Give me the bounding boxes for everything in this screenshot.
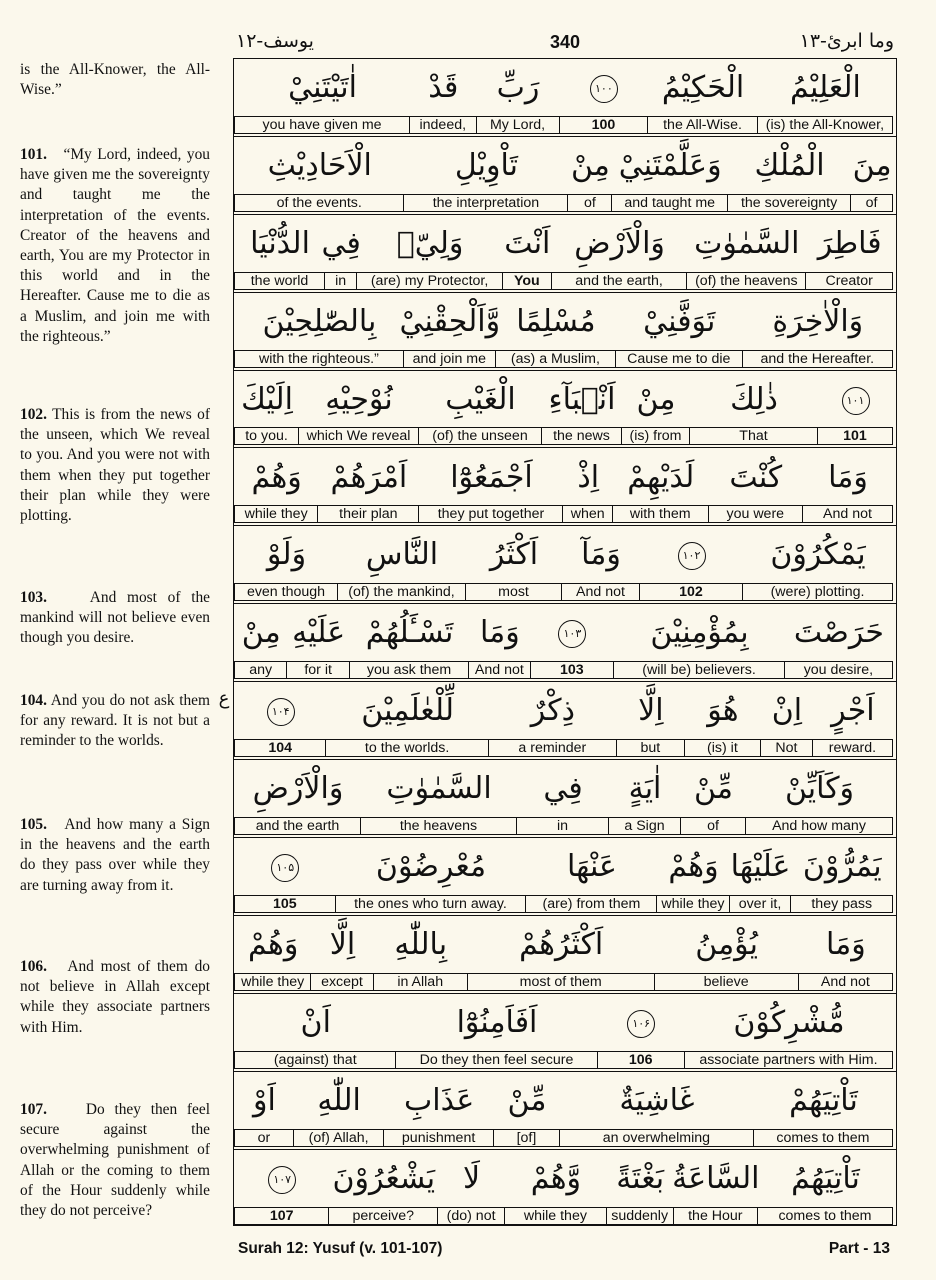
word-translation-cell: most [465,583,562,601]
arabic-line [234,137,896,197]
arabic-word: وَلَوْ [266,537,307,573]
arabic-word: عَلَيْهِ [292,615,346,651]
arabic-word: اَكْثَرُ [489,537,539,573]
arabic-line [234,994,896,1054]
arabic-word: اِذْ [577,459,600,495]
arabic-line [234,1150,896,1210]
verse-end-marker: ۱۰۰ [590,75,618,103]
word-translation-cell: You [502,272,552,290]
arabic-word: وَهُمْ [668,849,719,884]
translation-cells [237,895,893,913]
word-translation-cell: (of) Allah, [293,1129,384,1147]
verse-row [234,682,896,760]
header-juz-name: وما ابرئ-۱۳ [799,30,894,52]
verse-row [234,604,896,682]
word-translation-cell: an overwhelming [559,1129,754,1147]
word-translation-cell: of [680,817,746,835]
arabic-line [234,449,896,509]
arabic-word: وَالْاٰخِرَةِ [772,303,864,339]
arabic-word: الْعَلِيْمُ [789,70,861,105]
arabic-word: بَغْتَةً [616,1160,665,1196]
arabic-line [234,371,896,431]
word-translation-cell: And how many [745,817,893,835]
arabic-line [234,760,896,820]
word-translation-cell: except [310,973,373,991]
arabic-line [234,59,896,119]
arabic-line [234,1072,896,1132]
arabic-word: عَنْهَا [566,849,617,884]
word-translation-cell: the world [234,272,325,290]
word-translation-cell: to you. [234,427,299,445]
arabic-word: وَمَا [828,459,868,495]
arabic-word: السَّمٰوٰتِ [694,225,800,261]
arabic-word: اللّٰهِ [317,1082,361,1118]
word-translation-cell: while they [656,895,729,913]
word-translation-cell: (against) that [234,1051,396,1069]
arabic-word: نُوْحِيْهِ [325,381,393,417]
word-translation-cell: most of them [467,973,655,991]
translation-verse-106: 106. And most of them do not believe in Allah except while they associate partners with Him. [20,958,210,1036]
word-translation-cell: their plan [317,505,419,523]
word-translation-cell: (of) the heavens [686,272,806,290]
translation-cells [237,427,893,445]
word-translation-cell: Do they then feel secure [395,1051,597,1069]
arabic-word: الْمُلْكِ [754,147,825,183]
verse-row [234,838,896,916]
arabic-word: كُنْتَ [729,459,783,495]
verse-end-marker: ۱۰۲ [678,542,706,570]
word-translation-cell: in Allah [373,973,468,991]
verse-end-marker: ۱۰۷ [268,1166,296,1194]
arabic-word: مِّنْ [694,771,733,807]
arabic-word: هُوَ [707,693,739,729]
verse-row [234,526,896,604]
verse-row [234,215,896,293]
verse-row [234,1072,896,1150]
arabic-word: وَكَاَيِّنْ [784,771,855,807]
verse-end-marker: ۱۰۶ [627,1010,655,1038]
arabic-word: اَفَاَمِنُوْٓا [456,1004,538,1040]
verse-number-cell: 106 [597,1051,685,1069]
word-translation-cell: (were) plotting. [742,583,893,601]
arabic-word: السَّاعَةُ [672,1160,760,1196]
arabic-word: يُؤْمِنُ [695,926,759,962]
arabic-word: اَنْ [300,1004,331,1040]
verse-number-cell: 101 [817,427,893,445]
arabic-word: وَالْاَرْضِ [252,771,344,807]
arabic-word: ذٰلِكَ [730,381,778,417]
arabic-word: اِنْ [771,693,803,729]
arabic-line [234,682,896,742]
word-translation-cell: or [234,1129,294,1147]
verse-end-marker: ۱۰۴ [267,698,295,726]
arabic-word: اَجْمَعُوْٓا [450,459,533,495]
word-translation-cell: while they [234,973,311,991]
word-translation-cell: and the earth, [551,272,688,290]
verse-end-marker: ۱۰۵ [271,854,299,882]
translation-cells [237,817,893,835]
word-translation-cell: And not [561,583,640,601]
verse-end-marker: ۱۰۱ [842,387,870,415]
word-translation-cell: over it, [729,895,792,913]
word-translation-cell: Creator [805,272,893,290]
arabic-word: الْحَكِيْمُ [661,70,745,105]
word-translation-cell: (is) from [621,427,690,445]
arabic-line [234,293,896,353]
word-translation-cell: perceive? [328,1207,438,1225]
word-translation-cell: the heavens [360,817,517,835]
translation-cells [237,739,893,757]
word-translation-cell: And not [802,505,893,523]
arabic-word: فِي [543,771,583,807]
word-translation-cell: any [234,661,287,679]
arabic-line [234,838,896,898]
arabic-word: مِنْ [241,615,281,651]
arabic-word: عَلَيْهَا [730,849,791,884]
arabic-word: ذِكْرٌ [530,693,575,729]
arabic-line [234,916,896,976]
word-translation-cell: (as) a Muslim, [495,350,616,368]
word-translation-cell: suddenly [606,1207,674,1225]
word-translation-cell: even though [234,583,338,601]
page-number: 340 [549,32,581,52]
word-translation-cell: Not [760,739,813,757]
arabic-word: مُّشْرِكُوْنَ [733,1004,845,1040]
word-translation-cell: in [516,817,609,835]
word-translation-cell: believe [654,973,799,991]
arabic-word: مِنْ [636,381,676,417]
verse-row [234,293,896,371]
word-translation-cell: (will be) believers. [613,661,785,679]
word-translation-cell: the All-Wise. [647,116,758,134]
word-translation-cell: which We reveal [298,427,419,445]
arabic-word: تَوَفَّنِيْ [643,303,716,339]
word-translation-cell: of [850,194,893,212]
word-translation-cell: and taught me [611,194,728,212]
word-translation-cell: comes to them [753,1129,893,1147]
arabic-word: مِنْ [570,147,610,183]
verse-row [234,59,896,137]
translation-cells [237,661,893,679]
verse-number-cell: 103 [530,661,615,679]
translation-cells [237,1051,893,1069]
arabic-word: السَّمٰوٰتِ [386,771,492,807]
arabic-word: تَاْتِيَهُمْ [789,1082,858,1118]
arabic-word: مُسْلِمًا [516,303,596,339]
translation-verse-104: 104. And you do not ask them for any reward. It is not but a reminder to the worlds. [20,692,210,750]
word-translation-cell: Cause me to die [615,350,743,368]
word-translation-cell: associate partners with Him. [684,1051,893,1069]
arabic-word: وَمَآ [581,537,621,573]
verse-number-cell: 107 [234,1207,329,1225]
arabic-word: اَنْتَ [504,225,551,261]
verse-row [234,371,896,449]
verse-row [234,916,896,994]
verse-number-cell: 100 [559,116,649,134]
arabic-word: بِاللّٰهِ [394,926,448,962]
word-translation-cell: they put together [418,505,563,523]
word-translation-cell: (of) the mankind, [337,583,466,601]
arabic-word: بِمُؤْمِنِيْنَ [650,615,749,651]
arabic-word: لِّلْعٰلَمِيْنَ [361,693,454,729]
word-translation-cell: punishment [383,1129,494,1147]
translation-cells [237,350,893,368]
arabic-word: الدُّنْيَا [250,225,310,261]
word-translation-cell: a reminder [488,739,617,757]
word-translation-cell: (are) my Protector, [356,272,503,290]
footer-surah-reference: Surah 12: Yusuf (v. 101-107) [238,1240,443,1257]
word-translation-cell: you were [708,505,803,523]
header-surah-name: یوسف-۱۲ [236,30,314,52]
word-translation-cell: in [324,272,357,290]
word-translation-cell: for it [286,661,349,679]
arabic-word: اٰيَةٍ [628,771,662,807]
footer-part: Part - 13 [828,1240,890,1257]
arabic-word: بِالصّٰلِحِيْنَ [262,303,377,339]
arabic-word: يَمُرُّوْنَ [802,849,882,884]
arabic-word: يَمْكُرُوْنَ [770,537,866,573]
verse-row [234,137,896,215]
word-translation-cell: with them [612,505,709,523]
arabic-word: اَمْرَهُمْ [330,459,408,495]
arabic-word: وَلِيّٖ [396,225,464,261]
translation-cells [237,194,893,212]
arabic-word: تَسْـَٔلُهُمْ [365,615,454,651]
arabic-word: لَا [463,1160,481,1196]
page-header [234,30,896,56]
word-translation-cell: to the worlds. [325,739,488,757]
arabic-word: قَدْ [428,70,459,105]
word-translation-cell: a Sign [608,817,681,835]
word-translation-cell: and join me [403,350,496,368]
word-translation-cell: but [616,739,685,757]
word-translation-cell: (is) it [684,739,761,757]
word-translation-cell: (do) not [437,1207,505,1225]
arabic-word: فِي [321,225,361,261]
verse-row [234,994,896,1072]
word-translation-cell: and the earth [234,817,361,835]
word-translation-cell: you have given me [234,116,410,134]
word-translation-cell: the interpretation [403,194,568,212]
arabic-word: وَالْاَرْضِ [574,225,665,261]
verse-row [234,449,896,527]
arabic-line [234,526,896,586]
translation-cells [237,1207,893,1225]
arabic-word: وَمَا [826,926,866,962]
verse-end-marker: ۱۰۳ [558,620,586,648]
word-translation-cell: indeed, [409,116,476,134]
arabic-word: الْغَيْبِ [445,381,516,417]
word-translation-cell: while they [504,1207,607,1225]
translation-cells [237,1129,893,1147]
arabic-word: اَجْرٍ [831,693,875,729]
translation-verse-102: 102. This is from the news of the unseen, which We reveal to you. And you were not with them when they put together their plan while they were plotting. [20,406,210,525]
word-translation-cell: and the Hereafter. [742,350,893,368]
verse-number-cell: 102 [639,583,743,601]
word-translation-cell: And not [468,661,530,679]
arabic-word: وَهُمْ [248,926,299,962]
verse-number-cell: 105 [234,895,336,913]
ruku-mark: ع [218,688,230,709]
word-translation-cell: That [689,427,818,445]
arabic-word: فَاطِرَ [817,225,882,261]
arabic-word: مِنَ [852,147,892,183]
arabic-word: غَاشِيَةٌ [619,1082,695,1118]
translation-verse-107: 107. Do they then feel secure against the overwhelming punishment of Allah or the coming to them of the Hour suddenly while they do not perceive? [20,1101,210,1220]
arabic-word: مِّنْ [507,1082,547,1118]
translation-cells [237,973,893,991]
word-translation-cell: (is) the All-Knower, [757,116,893,134]
translation-verse-103: 103. And most of the mankind will not believe even though you desire. [20,589,210,647]
word-translation-cell: the ones who turn away. [335,895,527,913]
arabic-word: وَّهُمْ [530,1160,582,1196]
arabic-word: الْاَحَادِيْثِ [267,147,372,183]
word-translation-cell: you desire, [784,661,893,679]
arabic-word: وَمَا [480,615,520,651]
word-translation-cell: with the righteous.” [234,350,404,368]
word-by-word-grid [233,58,897,1226]
word-translation-cell: when [562,505,612,523]
arabic-word: تَاْتِيَهُمُ [791,1160,860,1196]
arabic-word: تَاْوِيْلِ [454,147,518,183]
word-translation-cell: (of) the unseen [418,427,542,445]
arabic-word: وَعَلَّمْتَنِيْ [618,147,722,183]
verse-number-cell: 104 [234,739,326,757]
arabic-word: اِلَّا [329,926,356,962]
word-translation-cell: of the events. [234,194,404,212]
arabic-word: مُعْرِضُوْنَ [375,849,487,884]
arabic-word: لَدَيْهِمْ [627,459,695,495]
word-translation-cell: you ask them [349,661,469,679]
word-translation-cell: of [567,194,612,212]
arabic-word: وَّاَلْحِقْنِيْ [399,303,501,339]
translation-verse-105: 105. And how many a Sign in the heavens and the earth do they pass over while they are turning away from it. [20,816,210,894]
word-translation-cell: reward. [812,739,893,757]
word-translation-cell: (are) from them [525,895,657,913]
verse-row [234,760,896,838]
translation-verse-101: 101. “My Lord, indeed, you have given me the sovereignty and taught me the interpretation of the events. Creator of the heavens and earth, You are my Protector in this world and in the Hereafter. Cause me to die as a Muslim, and join me with the righteous.” [20,146,210,345]
translation-cells [237,505,893,523]
arabic-word: اَوْ [253,1082,276,1118]
translation-cells [237,272,893,290]
arabic-word: رَبِّ [496,70,540,105]
arabic-word: اِلَّا [638,693,664,729]
word-translation-cell: the sovereignty [727,194,851,212]
arabic-word: اٰتَيْتَنِيْ [288,70,357,105]
arabic-word: عَذَابِ [403,1082,475,1118]
arabic-word: اِلَيْكَ [241,381,293,417]
arabic-word: النَّاسِ [365,537,439,573]
word-translation-cell: the news [541,427,622,445]
word-translation-cell: And not [798,973,893,991]
arabic-line [234,215,896,275]
word-translation-cell: [of] [493,1129,560,1147]
translation-cells [237,583,893,601]
word-translation-cell: the Hour [673,1207,758,1225]
translation-cells [237,116,893,134]
arabic-word: اَنْۢبَآءِ [548,381,616,417]
arabic-word: حَرَصْتَ [793,615,884,651]
word-translation-cell: comes to them [757,1207,893,1225]
verse-row [234,1150,896,1228]
arabic-word: وَهُمْ [251,459,302,495]
word-translation-cell: My Lord, [476,116,560,134]
arabic-word: اَكْثَرُهُمْ [519,926,604,962]
arabic-word: يَشْعُرُوْنَ [332,1160,436,1196]
arabic-line [234,604,896,664]
translation-verse-100-end: is the All-Knower, the All-Wise.” [20,61,210,99]
word-translation-cell: while they [234,505,318,523]
word-translation-cell: they pass [790,895,893,913]
